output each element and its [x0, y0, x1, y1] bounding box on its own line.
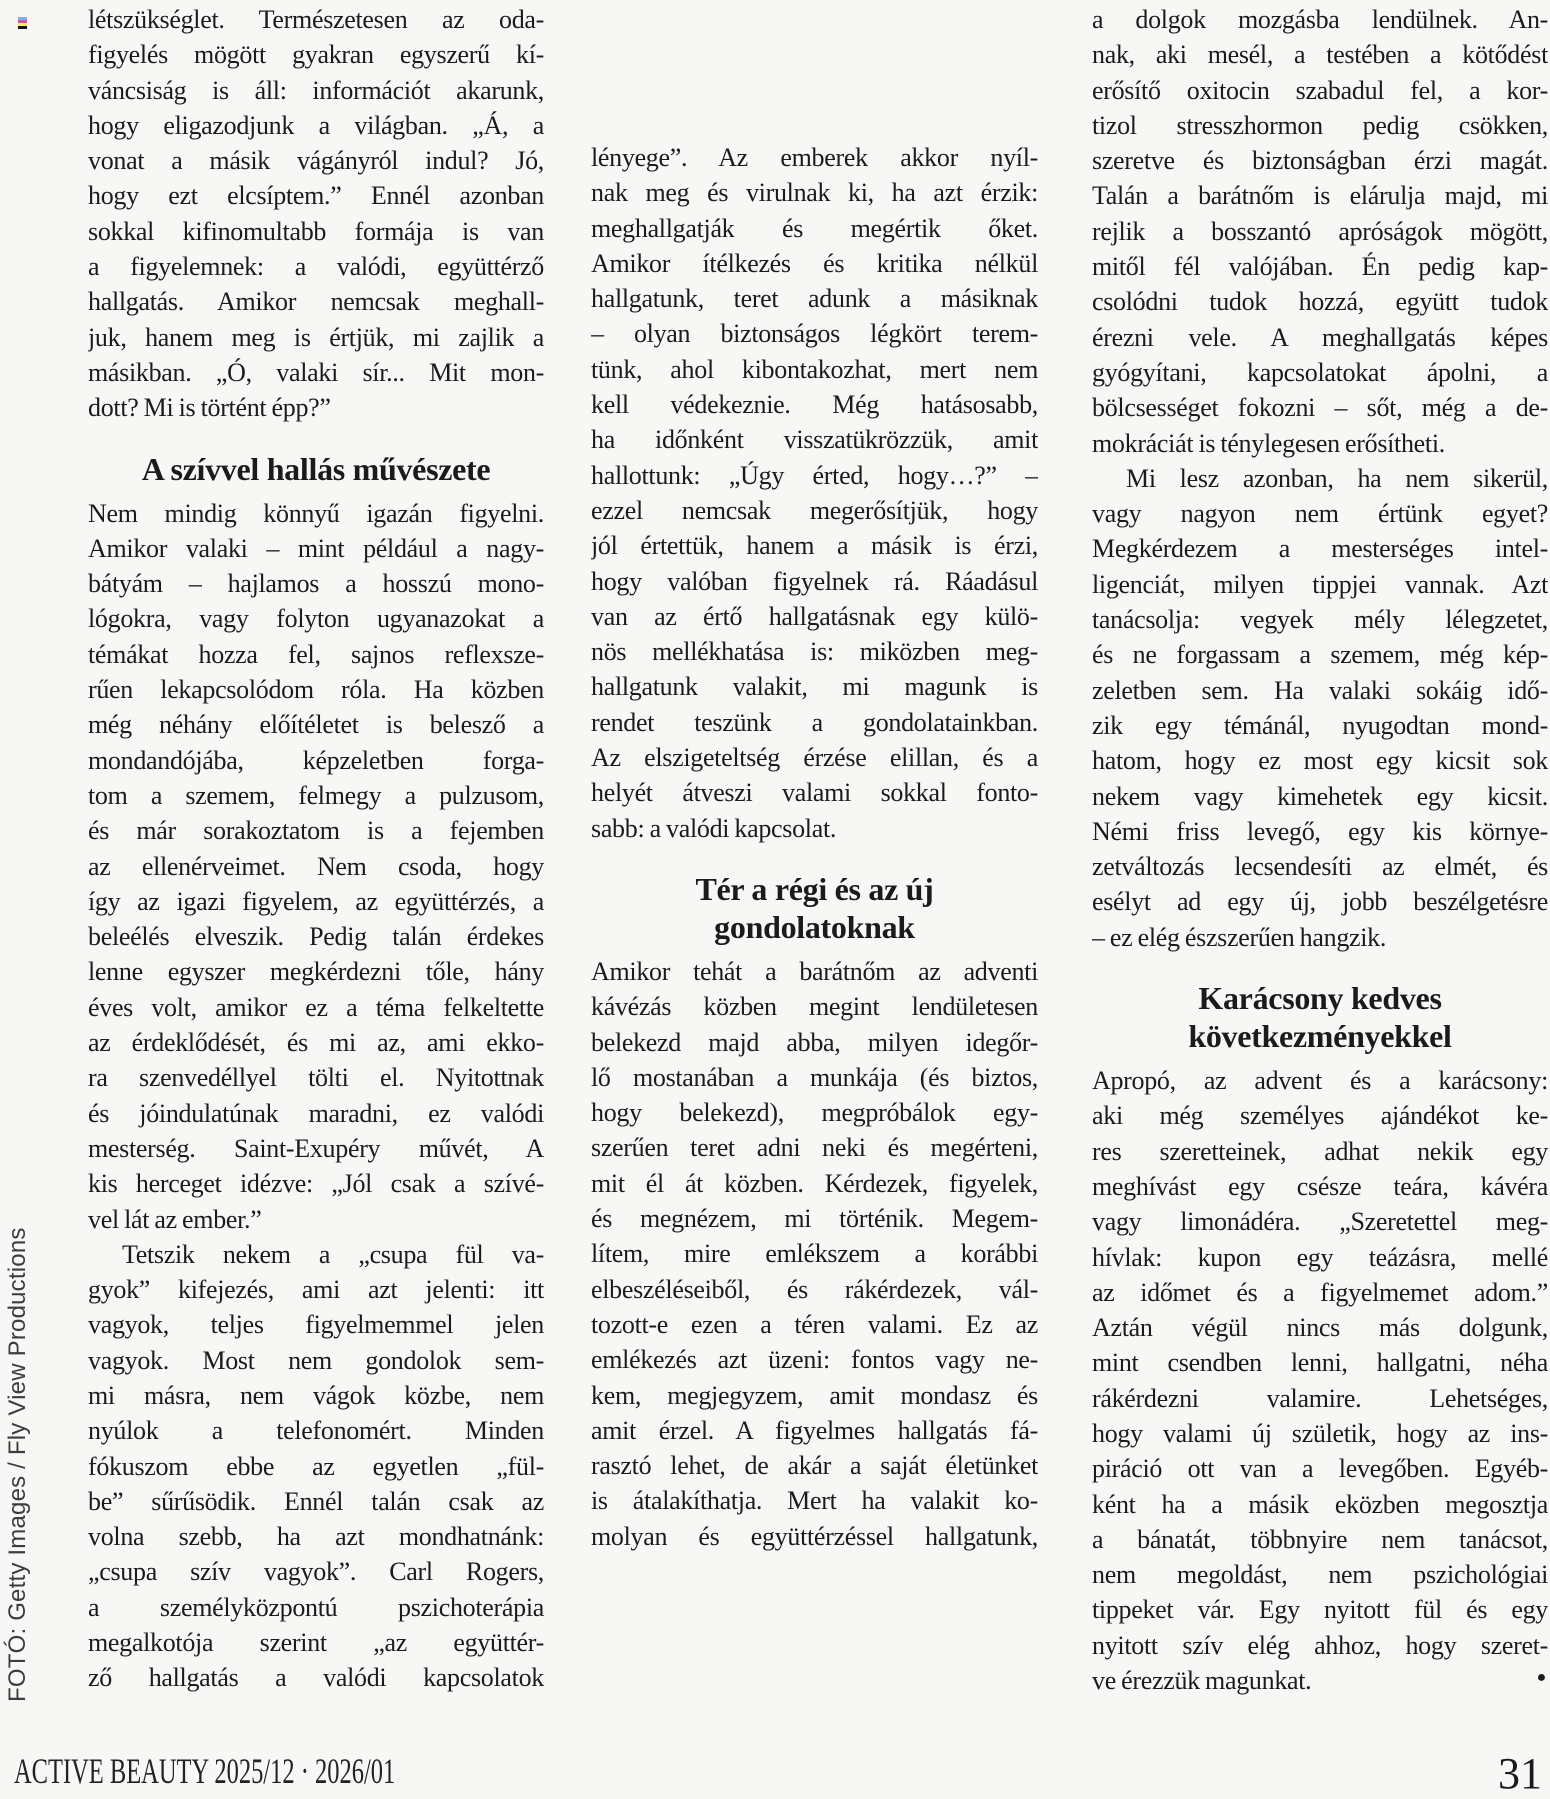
text-line: vagy limonádéra. „Szeretettel meg- — [1092, 1207, 1548, 1237]
text-line: res szeretteinek, adhat nekik egy — [1092, 1136, 1548, 1166]
text-line: szerűen teret adni neki és megérteni, — [591, 1133, 1038, 1163]
text-line: Apropó, az advent és a karácsony: — [1092, 1066, 1548, 1096]
color-registration-mark — [18, 17, 27, 29]
text-line: az érdeklődését, és mi az, ami ekko- — [88, 1028, 544, 1058]
article-end-mark: ● — [1536, 1669, 1546, 1687]
text-line: vonat a másik vágányról indul? Jó, — [88, 146, 544, 176]
text-line: Aztán végül nincs más dolgunk, — [1092, 1313, 1548, 1343]
text-line: Amikor valaki – mint például a nagy- — [88, 533, 544, 563]
text-line: az időmet és a figyelmemet adom.” — [1092, 1277, 1548, 1307]
text-line: a figyelemnek: a valódi, együttérző — [88, 252, 544, 282]
text-line: belekezd majd abba, milyen idegőr- — [591, 1027, 1038, 1057]
text-line: megalkotója szerint „az együttér- — [88, 1628, 544, 1658]
photo-credit: FOTÓ: Getty Images / Fly View Productions — [4, 1227, 31, 1702]
text-line: bölcsességet fokozni – sőt, még a de- — [1092, 393, 1548, 423]
paragraph — [88, 1237, 544, 1696]
text-line: be” sűrűsödik. Ennél talán csak az — [88, 1486, 544, 1516]
section-heading-line: Tér a régi és az új — [695, 870, 934, 907]
article-column-middle — [591, 140, 1038, 1554]
text-line: még néhány előítéletet is belesző a — [88, 710, 544, 740]
text-line: beleélés elveszik. Pedig talán érdekes — [88, 922, 544, 952]
text-line: a dolgok mozgásba lendülnek. An- — [1092, 5, 1548, 34]
text-line: és ne forgassam a szemem, még kép- — [1092, 640, 1548, 670]
paragraph — [88, 496, 544, 1237]
text-line: mi másra, nem vágok közbe, nem — [88, 1380, 544, 1410]
text-line: tippeket vár. Egy nyitott fül és egy — [1092, 1595, 1548, 1625]
text-line: nös mellékhatása is: miközben meg- — [591, 637, 1038, 667]
text-line: hogy eligazodjunk a világban. „Á, a — [88, 110, 544, 140]
text-line: nak meg és virulnak ki, ha azt érzik: — [591, 178, 1038, 208]
text-line: esélyt ad egy új, jobb beszélgetésre — [1092, 887, 1548, 917]
text-line: lógokra, vagy folyton ugyanazokat a — [88, 604, 544, 634]
text-line: – ez elég észszerűen hangzik. — [1092, 922, 1387, 952]
text-line: piráció ott van a levegőben. Egyéb- — [1092, 1454, 1548, 1484]
text-line: csolódni tudok hozzá, együtt tudok — [1092, 287, 1548, 317]
page-number: 31 — [1498, 1749, 1542, 1798]
text-line: nak, aki mesél, a testében a kötődést — [1092, 40, 1548, 70]
text-line: emlékezés azt üzeni: fontos vagy ne- — [591, 1345, 1038, 1375]
registration-stripe — [18, 26, 27, 29]
text-line: érezni vele. A meghallgatás képes — [1092, 322, 1548, 352]
text-line: amit érzel. A figyelmes hallgatás fá- — [591, 1415, 1038, 1445]
text-line: létszükséglet. Természetesen az oda- — [88, 5, 544, 34]
text-line: lenne egyszer megkérdezni tőle, hány — [88, 957, 544, 987]
text-line: juk, hanem meg is értjük, mi zajlik a — [88, 322, 544, 352]
text-line: Mi lesz azonban, ha nem sikerül, — [1126, 463, 1548, 493]
text-line: dott? Mi is történt épp?” — [88, 393, 331, 423]
text-line: ha időnként visszatükrözzük, amit — [591, 425, 1038, 455]
text-line: vagyok, teljes figyelmemmel jelen — [88, 1310, 544, 1340]
text-line: zetváltozás lecsendesíti az elmét, és — [1092, 852, 1548, 882]
text-line: vagy nagyon nem értünk egyet? — [1092, 499, 1548, 529]
text-line: vagyok. Most nem gondolok sem- — [88, 1345, 544, 1375]
text-line: nyúlok a telefonomért. Minden — [88, 1416, 544, 1446]
text-line: másikban. „Ó, valaki sír... Mit mon- — [88, 357, 544, 387]
text-line: rejlik a bosszantó apróságok mögött, — [1092, 216, 1548, 246]
text-line: figyelés mögött gyakran egyszerű kí- — [88, 40, 544, 70]
paragraph — [1092, 1063, 1548, 1698]
text-line: éves volt, amikor ez a téma felkeltette — [88, 992, 544, 1022]
text-line: rendet teszünk a gondolatainkban. — [591, 707, 1038, 737]
text-line: zeletben sem. Ha valaki sokáig idő- — [1092, 675, 1548, 705]
text-line: mitől fél valójában. Én pedig kap- — [1092, 252, 1548, 282]
text-line: nekem vagy kimehetek egy kicsit. — [1092, 781, 1548, 811]
text-line: az ellenérveimet. Nem csoda, hogy — [88, 851, 544, 881]
paragraph — [1092, 461, 1548, 955]
section-heading — [1092, 979, 1548, 1055]
section-heading — [88, 450, 544, 488]
section-heading-line: gondolatoknak — [714, 908, 915, 945]
text-line: ligenciát, milyen tippjei vannak. Azt — [1092, 569, 1548, 599]
text-line: molyan és együttérzéssel hallgatunk, — [591, 1521, 1038, 1551]
text-line: a személyközpontú pszichoterápia — [88, 1592, 544, 1622]
text-line: Talán a barátnőm is elárulja majd, mi — [1092, 181, 1548, 211]
text-line: így az igazi figyelem, az együttérzés, a — [88, 886, 544, 916]
text-line: ve érezzük magunkat. ● — [1092, 1666, 1546, 1696]
text-line: fókuszom ebbe az egyetlen „fül- — [88, 1451, 544, 1481]
text-line: helyét átveszi valami sokkal fonto- — [591, 778, 1038, 808]
text-line: hatom, hogy ez most egy kicsit sok — [1092, 746, 1548, 776]
text-line: hogy ezt elcsíptem.” Ennél azonban — [88, 181, 544, 211]
text-line: sokkal kifinomultabb formája is van — [88, 216, 544, 246]
text-line: nyitott szív elég ahhoz, hogy szeret- — [1092, 1630, 1548, 1660]
article-column-right — [1092, 2, 1548, 1698]
text-line: tanácsolja: vegyek mély lélegzetet, — [1092, 605, 1548, 635]
text-line: kell védekeznie. Még hatásosabb, — [591, 390, 1038, 420]
text-line: jól értettük, hanem a másik is érzi, — [591, 531, 1038, 561]
text-line: Tetszik nekem a „csupa fül va- — [122, 1239, 544, 1269]
text-line: tom a szemem, felmegy a pulzusom, — [88, 780, 544, 810]
text-line: meghívást egy csésze teára, kávéra — [1092, 1171, 1548, 1201]
text-line: volna szebb, ha azt mondhatnánk: — [88, 1522, 544, 1552]
text-line: nem megoldást, nem pszichológiai — [1092, 1560, 1548, 1590]
text-line: van az értő hallgatásnak egy külö- — [591, 601, 1038, 631]
text-line: – olyan biztonságos légkört terem- — [591, 319, 1038, 349]
text-line: tozott-e ezen a téren valami. Ez az — [591, 1309, 1038, 1339]
text-line: Nem mindig könnyű igazán figyelni. — [88, 498, 544, 528]
text-line: és megnézem, mi történik. Megem- — [591, 1204, 1038, 1234]
text-line: zik egy témánál, nyugodtan mond- — [1092, 710, 1548, 740]
text-line: hallgatunk, teret adunk a másiknak — [591, 284, 1038, 314]
text-line: váncsiság is áll: információt akarunk, — [88, 75, 544, 105]
section-heading-line: A szívvel hallás művészete — [141, 450, 491, 487]
text-line: és jóindulatúnak maradni, ez valódi — [88, 1098, 544, 1128]
text-line: ző hallgatás a valódi kapcsolatok — [88, 1663, 544, 1693]
section-heading-line: Karácsony kedves — [1198, 980, 1442, 1017]
text-line: mokráciát is ténylegesen erősítheti. — [1092, 428, 1445, 458]
text-line: mit él át közben. Kérdezek, figyelek, — [591, 1168, 1038, 1198]
text-line: Az elszigeteltség érzése elillan, és a — [591, 743, 1038, 773]
paragraph — [591, 954, 1038, 1554]
text-line: hallgatunk valakit, mi magunk is — [591, 672, 1038, 702]
text-line: ként ha a másik eközben megosztja — [1092, 1489, 1548, 1519]
text-line: elbeszéléseiből, és rákérdezek, vál- — [591, 1274, 1038, 1304]
text-line: Amikor tehát a barátnőm az adventi — [591, 956, 1038, 986]
text-line: ezzel nemcsak megerősítjük, hogy — [591, 495, 1038, 525]
footer-magazine-issue: ACTIVE BEAUTY 2025/12 · 2026/01 — [14, 1751, 396, 1791]
text-line: Megkérdezem a mesterséges intel- — [1092, 534, 1548, 564]
text-line: tizol stresszhormon pedig csökken, — [1092, 110, 1548, 140]
text-line: mesterség. Saint-Exupéry művét, A — [88, 1133, 544, 1163]
text-line: kem, megjegyzem, amit mondasz és — [591, 1380, 1038, 1410]
paragraph — [1092, 2, 1548, 461]
text-line: tünk, ahol kibontakozhat, mert nem — [591, 354, 1038, 384]
text-line: aki még személyes ajándékot ke- — [1092, 1101, 1548, 1131]
text-line: mint csendben lenni, hallgatni, néha — [1092, 1348, 1548, 1378]
text-line: kávézás közben megint lendületesen — [591, 992, 1038, 1022]
text-line: témákat hozza fel, sajnos reflexsze- — [88, 639, 544, 669]
text-line: mondandójába, képzeletben forga- — [88, 745, 544, 775]
text-line: vel lát az ember.” — [88, 1204, 262, 1234]
text-line: rűen lekapcsolódom róla. Ha közben — [88, 675, 544, 705]
text-line: gyógyítani, kapcsolatokat ápolni, a — [1092, 357, 1548, 387]
text-line: „csupa szív vagyok”. Carl Rogers, — [88, 1557, 544, 1587]
section-heading — [591, 870, 1038, 946]
text-line: lényege”. Az emberek akkor nyíl- — [591, 143, 1038, 172]
text-line: Amikor ítélkezés és kritika nélkül — [591, 248, 1038, 278]
text-line: meghallgatják és megértik őket. — [591, 213, 1038, 243]
text-line: szeretve és biztonságban érzi magát. — [1092, 146, 1548, 176]
text-line: ra szenvedéllyel tölti el. Nyitottnak — [88, 1063, 544, 1093]
text-line: bátyám – hajlamos a hosszú mono- — [88, 569, 544, 599]
text-line: gyok” kifejezés, ami azt jelenti: itt — [88, 1275, 544, 1305]
text-line: hallottunk: „Úgy érted, hogy…?” – — [591, 460, 1038, 490]
section-heading-line: következményekkel — [1188, 1018, 1452, 1055]
text-line: hogy valami új születik, hogy az ins- — [1092, 1418, 1548, 1448]
text-line: lő mostanában a munkája (és biztos, — [591, 1062, 1038, 1092]
article-column-left — [88, 2, 544, 1696]
text-line: Némi friss levegő, egy kis környe- — [1092, 816, 1548, 846]
text-line: és már sorakoztatom is a fejemben — [88, 816, 544, 846]
text-line: a bánatát, többnyire nem tanácsot, — [1092, 1524, 1548, 1554]
text-line: rasztó lehet, de akár a saját életünket — [591, 1451, 1038, 1481]
text-line: is átalakíthatja. Mert ha valakit ko- — [591, 1486, 1038, 1516]
paragraph — [591, 140, 1038, 846]
text-line: hogy valóban figyelnek rá. Ráadásul — [591, 566, 1038, 596]
text-line: kis herceget idézve: „Jól csak a szívé- — [88, 1169, 544, 1199]
text-line: lítem, mire emlékszem a korábbi — [591, 1239, 1038, 1269]
text-line: hogy belekezd), megpróbálok egy- — [591, 1098, 1038, 1128]
text-line: hallgatás. Amikor nemcsak meghall- — [88, 287, 544, 317]
text-line: sabb: a valódi kapcsolat. — [591, 813, 837, 843]
text-line: hívlak: kupon egy teázásra, mellé — [1092, 1242, 1548, 1272]
text-line: rákérdezni valamire. Lehetséges, — [1092, 1383, 1548, 1413]
paragraph — [88, 2, 544, 426]
text-line: erősítő oxitocin szabadul fel, a kor- — [1092, 75, 1548, 105]
